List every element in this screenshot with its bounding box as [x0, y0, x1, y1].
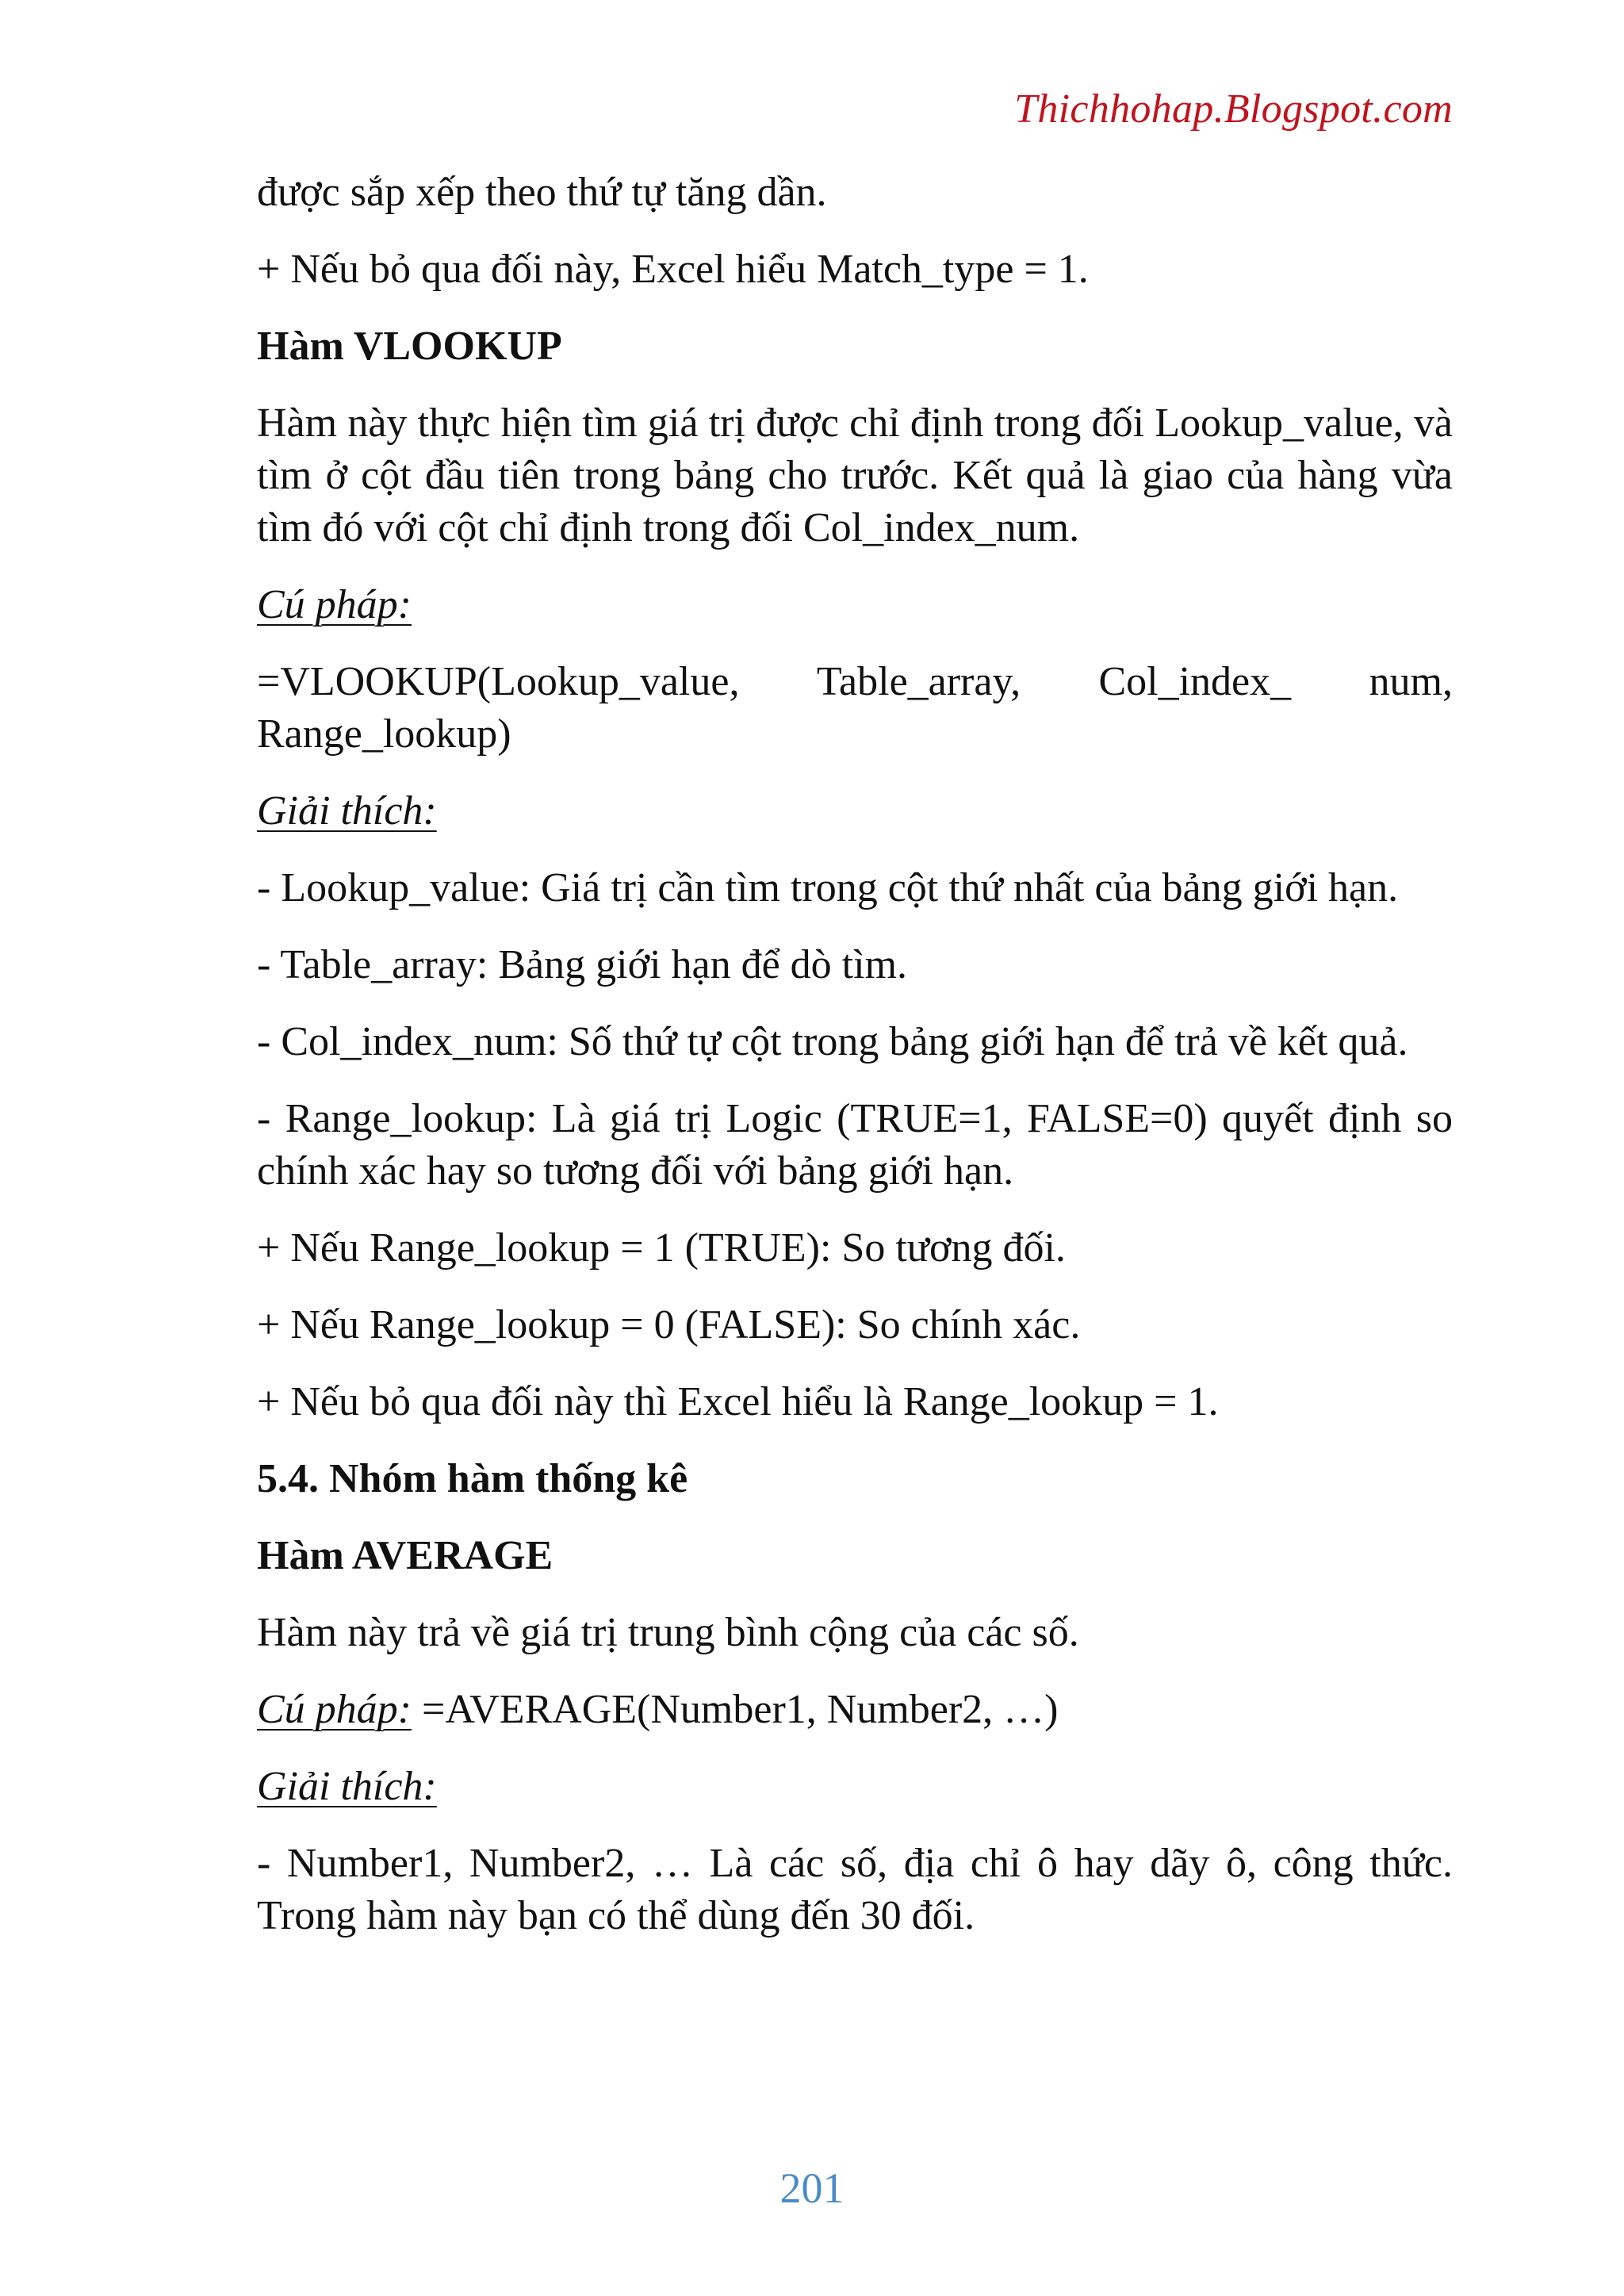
paragraph-match-type-default: + Nếu bỏ qua đối này, Excel hiểu Match_type = 1. [257, 247, 1089, 292]
syntax-label-vlookup [257, 579, 1453, 631]
range-lookup-default: + Nếu bỏ qua đối này thì Excel hiểu là Range_lookup = 1. [257, 1379, 1219, 1424]
paragraph-average-description: Hàm này trả về giá trị trung bình cộng của các số. [257, 1610, 1079, 1655]
heading-average: Hàm AVERAGE [257, 1533, 553, 1578]
range-lookup-true: + Nếu Range_lookup = 1 (TRUE): So tương đối. [257, 1225, 1066, 1271]
param-numbers: - Number1, Number2, … Là các số, địa chỉ ô hay dãy ô, công thức. Trong hàm này bạn có thể dùng đến 30 đối. [257, 1841, 1453, 1938]
explanation-label: Giải thích: [257, 1764, 437, 1809]
paragraph-sort-order: được sắp xếp theo thứ tự tăng dần. [257, 170, 827, 215]
blog-header-link: Thichhohap.Blogspot.com [1014, 86, 1453, 132]
param-range-lookup: - Range_lookup: Là giá trị Logic (TRUE=1, FALSE=0) quyết định so chính xác hay so tương đối với bảng giới hạn. [257, 1096, 1453, 1194]
param-table-array: - Table_array: Bảng giới hạn để dò tìm. [257, 942, 908, 987]
range-lookup-false: + Nếu Range_lookup = 0 (FALSE): So chính xác. [257, 1302, 1081, 1347]
average-syntax-text: =AVERAGE(Number1, Number2, …) [412, 1687, 1059, 1732]
vlookup-syntax: =VLOOKUP(Lookup_value, Table_array, Col_index_ num, Range_lookup) [257, 659, 1453, 757]
page-content [257, 167, 1453, 1967]
syntax-label: Cú pháp: [257, 1687, 412, 1732]
syntax-label: Cú pháp: [257, 582, 412, 627]
page-number: 201 [779, 2164, 845, 2212]
explanation-label-vlookup [257, 785, 1453, 838]
heading-vlookup: Hàm VLOOKUP [257, 324, 562, 369]
explanation-label: Giải thích: [257, 788, 437, 834]
average-syntax [257, 1684, 1453, 1736]
explanation-label-average [257, 1761, 1453, 1813]
heading-statistics-functions: 5.4. Nhóm hàm thống kê [257, 1456, 688, 1501]
paragraph-vlookup-description: Hàm này thực hiện tìm giá trị được chỉ định trong đối Lookup_value, và tìm ở cột đầu tiên trong bảng cho trước. Kết quả là giao của hàng vừa tìm đó với cột chỉ định trong đối Col_index_num. [257, 401, 1453, 550]
param-col-index-num: - Col_index_num: Số thứ tự cột trong bảng giới hạn để trả về kết quả. [257, 1019, 1408, 1064]
param-lookup-value: - Lookup_value: Giá trị cần tìm trong cột thứ nhất của bảng giới hạn. [257, 865, 1399, 910]
